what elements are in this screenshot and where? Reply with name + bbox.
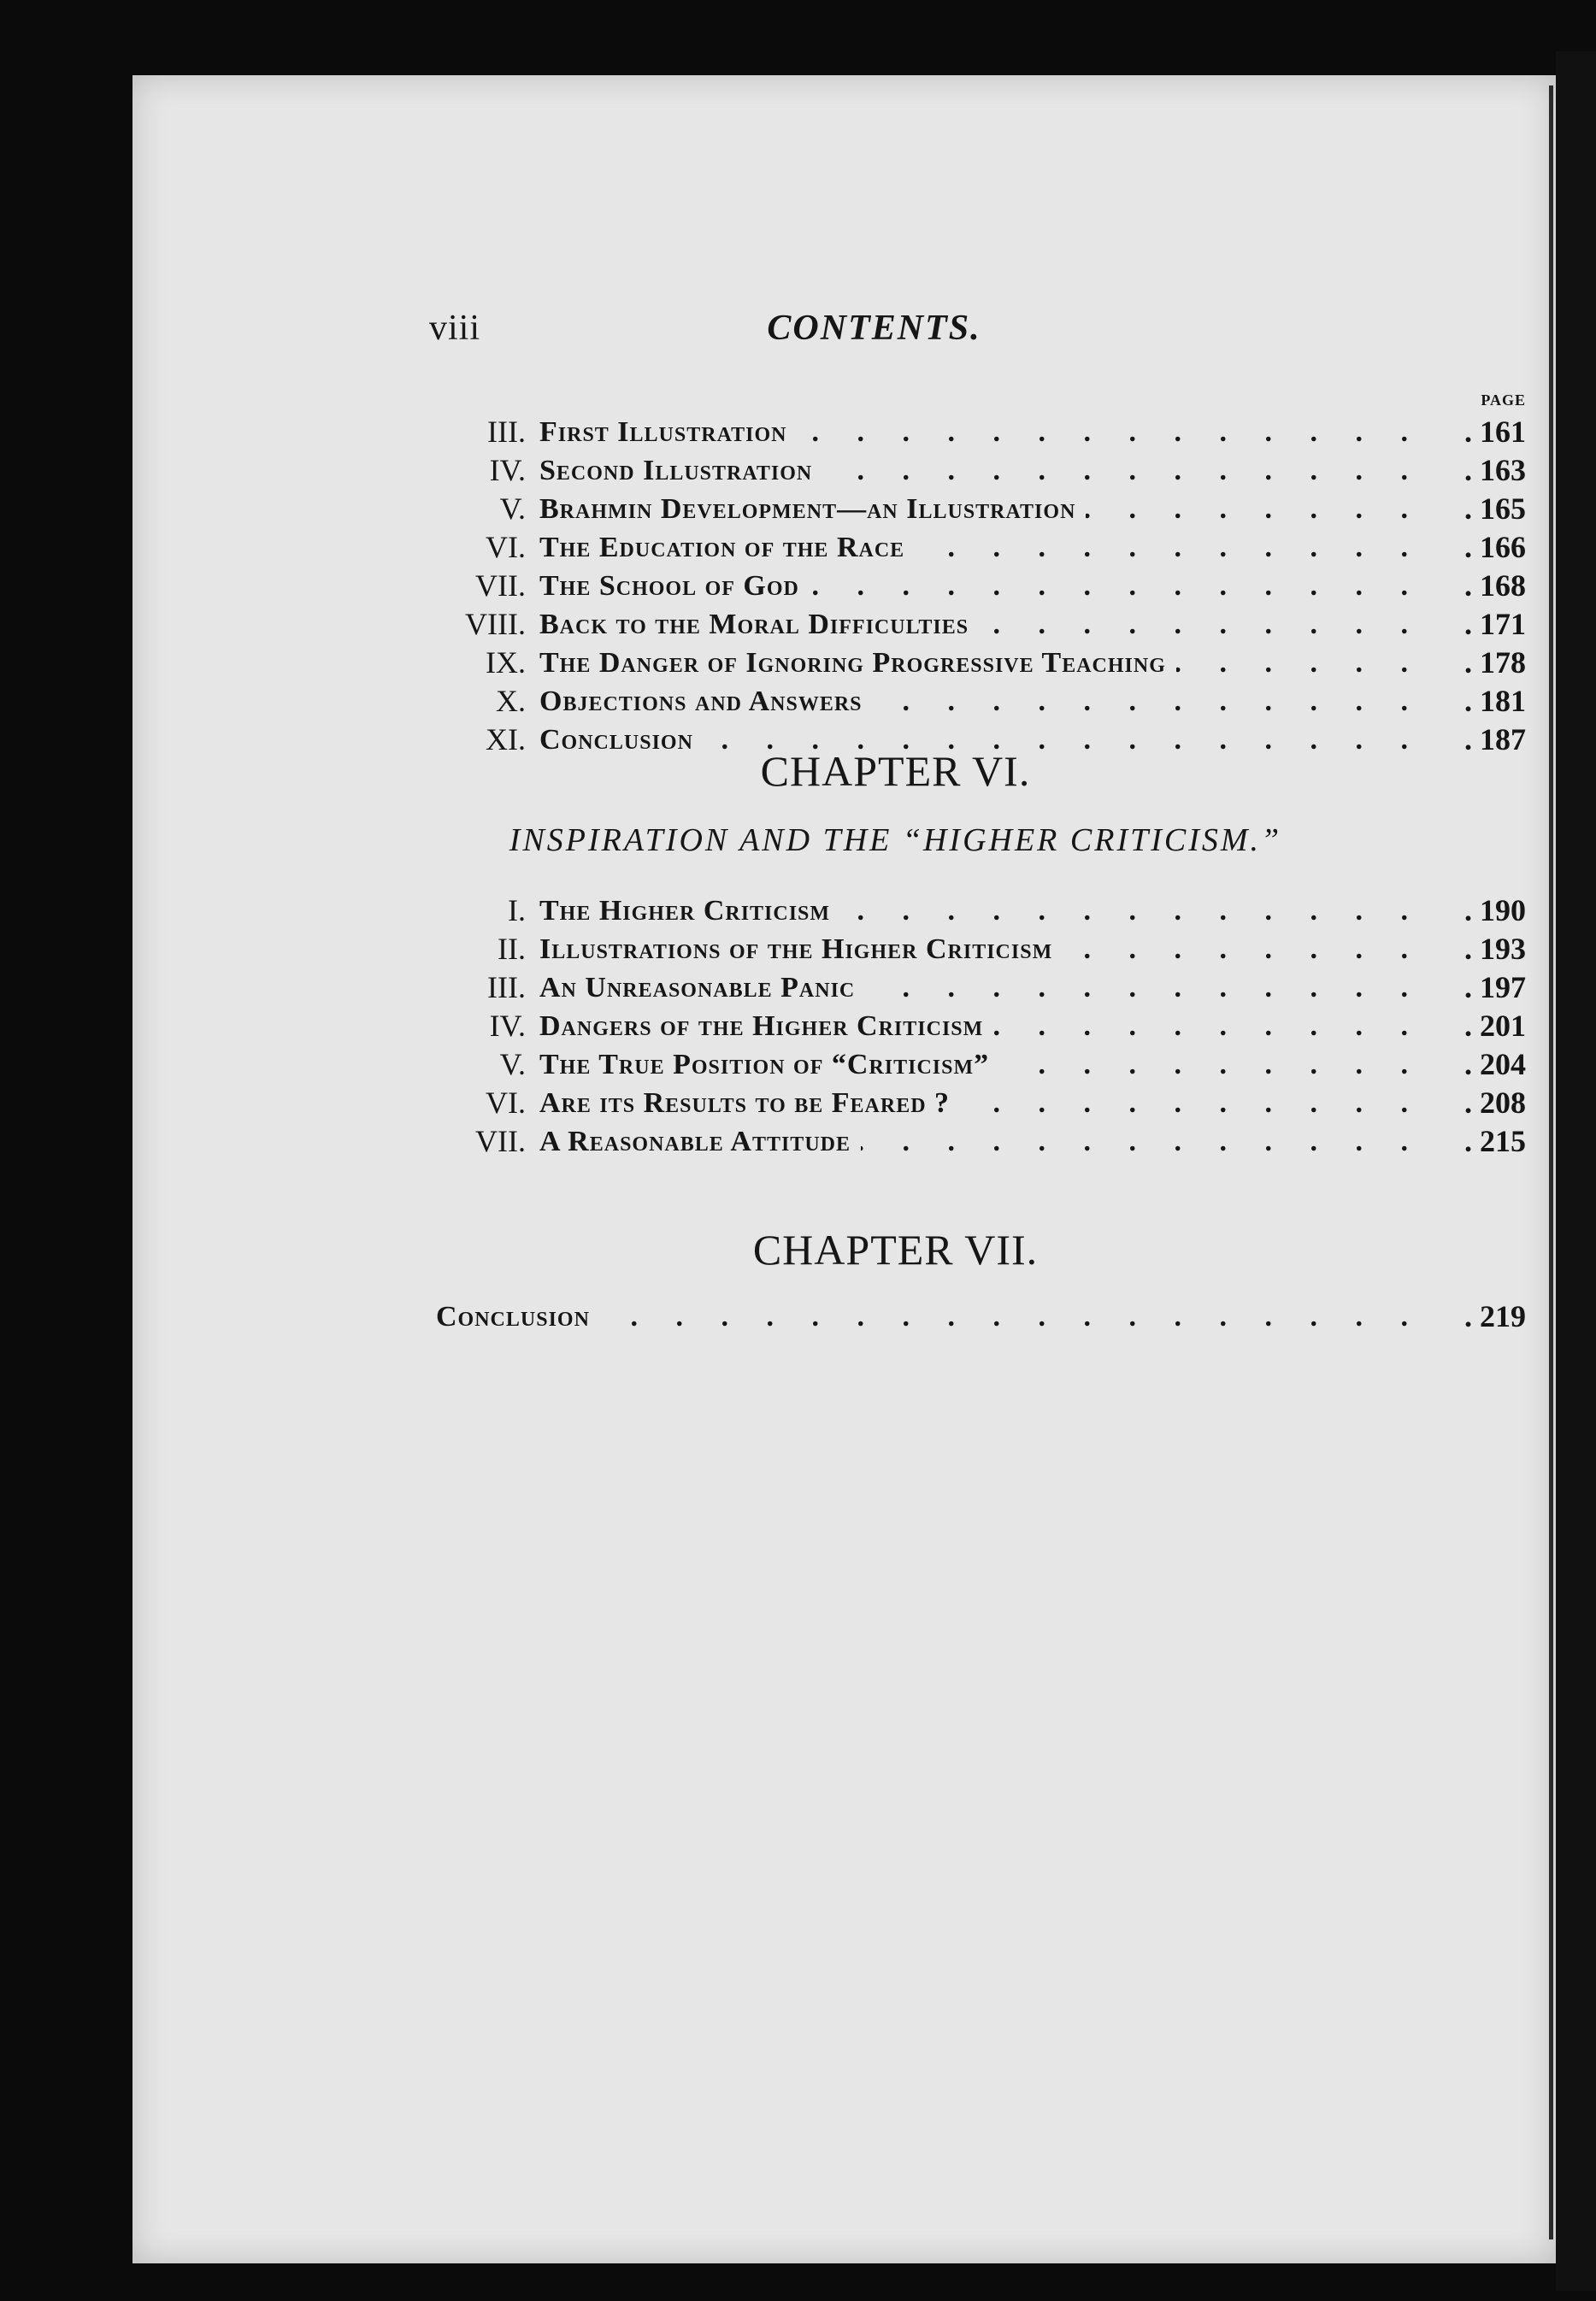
entry-title: The School of God . . . [539, 567, 1423, 605]
entry-number: VI. [486, 1086, 526, 1120]
entry-title: Conclusion . . . [436, 1298, 1423, 1336]
entry-title: Objections and Answers . . . [539, 682, 1423, 721]
entry-number: V. [499, 491, 526, 526]
entry-title: Are its Results to be Feared ? . . . [539, 1084, 1423, 1122]
entry-page: . 190 [1432, 892, 1526, 930]
toc-entry [423, 451, 1526, 490]
entry-page: . 178 [1432, 644, 1526, 682]
entry-number: IV. [489, 453, 526, 487]
toc-entry [423, 682, 1526, 721]
toc-entry [423, 605, 1526, 644]
chapter6-subtitle: INSPIRATION AND THE “HIGHER CRITICISM.” [509, 822, 1282, 858]
toc-entry [423, 892, 1526, 930]
entry-page: . 197 [1432, 968, 1526, 1007]
entry-title: The Education of the Race . . . [539, 528, 1423, 567]
entry-number: VII. [475, 568, 526, 603]
entry-number: V. [499, 1047, 526, 1081]
chapter5-toc [423, 413, 1526, 759]
chapter7-heading: CHAPTER VII. [752, 1226, 1039, 1274]
toc-entry [423, 413, 1526, 451]
entry-page: . 187 [1432, 721, 1526, 759]
entry-number: VIII. [465, 607, 526, 641]
entry-page: . 201 [1432, 1007, 1526, 1045]
toc-entry [436, 1298, 1526, 1336]
toc-entry [423, 567, 1526, 605]
entry-number: IX. [486, 645, 526, 680]
scan-border [1556, 51, 1596, 2291]
entry-number: III. [487, 415, 526, 449]
toc-entry [423, 528, 1526, 567]
entry-page: . 193 [1432, 930, 1526, 968]
entry-title: Illustrations of the Higher Criticism . . . [539, 930, 1423, 968]
entry-page: . 204 [1432, 1045, 1526, 1084]
entry-title: A Reasonable Attitude . . . [539, 1122, 1423, 1161]
page-column-label: PAGE [1481, 391, 1526, 409]
running-head [133, 308, 1556, 359]
entry-title: Dangers of the Higher Criticism . . . [539, 1007, 1423, 1045]
toc-entry [423, 1007, 1526, 1045]
entry-page: . 161 [1432, 413, 1526, 451]
toc-entry [423, 1122, 1526, 1161]
entry-number: VII. [475, 1124, 526, 1158]
entry-page: . 208 [1432, 1084, 1526, 1122]
chapter6-toc [423, 892, 1526, 1161]
book-page [133, 75, 1556, 2263]
toc-entry [423, 644, 1526, 682]
entry-number: VI. [486, 530, 526, 564]
entry-title: Back to the Moral Difficulties . . . [539, 605, 1423, 644]
toc-entry [423, 490, 1526, 528]
entry-page: . 219 [1432, 1298, 1526, 1336]
entry-title: Second Illustration . . . [539, 451, 1423, 490]
chapter7-toc [436, 1298, 1526, 1336]
page-edge-line [1549, 85, 1553, 2239]
entry-title: The Higher Criticism . . . [539, 892, 1423, 930]
entry-title: The True Position of “Criticism” . . . [539, 1045, 1423, 1084]
entry-title: First Illustration . . . [539, 413, 1423, 451]
entry-number: IV. [489, 1009, 526, 1043]
entry-number: III. [487, 970, 526, 1004]
entry-title: Conclusion . . . [539, 721, 1423, 759]
entry-page: . 165 [1432, 490, 1526, 528]
entry-page: . 215 [1432, 1122, 1526, 1161]
entry-number: II. [498, 932, 526, 966]
entry-page: . 168 [1432, 567, 1526, 605]
toc-entry [423, 968, 1526, 1007]
entry-title: An Unreasonable Panic . . . [539, 968, 1423, 1007]
chapter6-heading: CHAPTER VI. [760, 747, 1031, 795]
toc-entry [423, 1084, 1526, 1122]
entry-title: Brahmin Development—an Illustration . . . [539, 490, 1423, 528]
toc-entry [423, 721, 1526, 759]
entry-title: The Danger of Ignoring Progressive Teaching . . . [539, 644, 1423, 682]
toc-entry [423, 1045, 1526, 1084]
entry-number: I. [508, 893, 526, 927]
contents-title: CONTENTS. [767, 309, 981, 348]
entry-number: XI. [486, 722, 526, 756]
entry-page: . 163 [1432, 451, 1526, 490]
entry-page: . 181 [1432, 682, 1526, 721]
entry-page: . 166 [1432, 528, 1526, 567]
toc-entry [423, 930, 1526, 968]
entry-number: X. [496, 684, 526, 718]
page-folio: viii [429, 309, 481, 348]
entry-page: . 171 [1432, 605, 1526, 644]
